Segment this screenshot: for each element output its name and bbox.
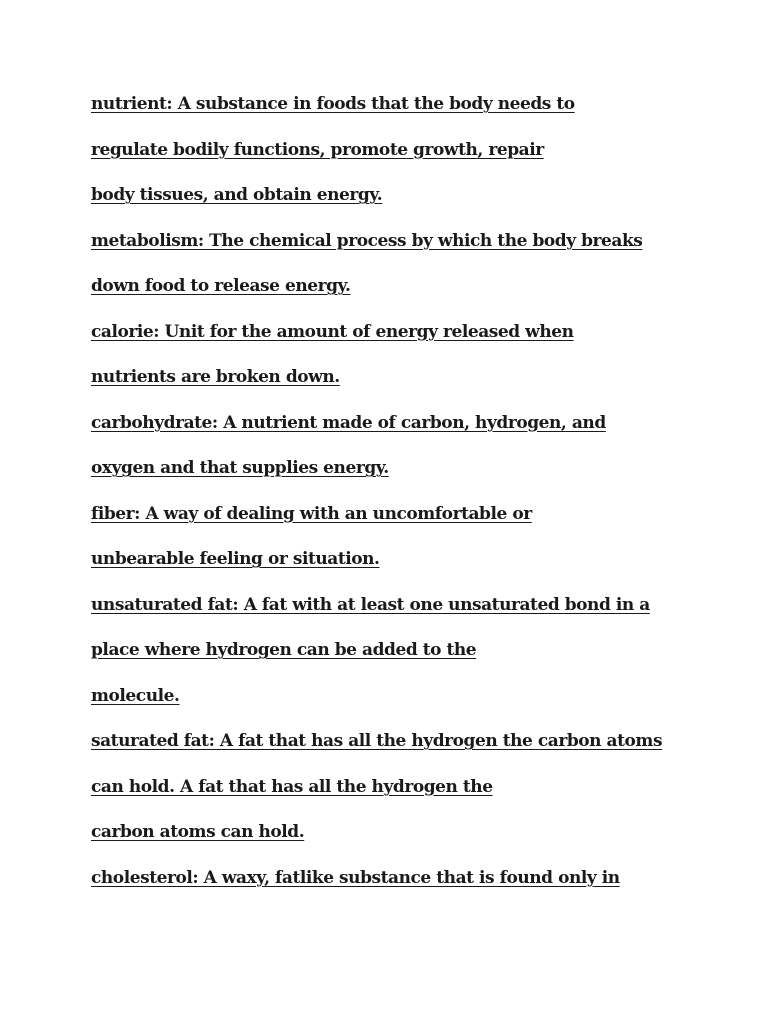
text-line: nutrients are broken down. bbox=[91, 367, 340, 387]
text-line: carbohydrate: A nutrient made of carbon, hydrogen, and bbox=[91, 412, 606, 433]
text-line: nutrient: A substance in foods that the body needs to bbox=[91, 94, 575, 114]
text-line: cholesterol: A waxy, fatlike substance that is found only in bbox=[91, 867, 620, 888]
glossary-text bbox=[91, 90, 691, 909]
text-line: fiber: A way of dealing with an uncomfortable or bbox=[91, 503, 532, 524]
text-line: regulate bodily functions, promote growth, repair bbox=[91, 139, 544, 160]
text-line: unsaturated fat: A fat with at least one unsaturated bond in a bbox=[91, 594, 650, 615]
text-line: molecule. bbox=[91, 685, 180, 706]
text-line: place where hydrogen can be added to the bbox=[91, 640, 477, 660]
text-line: down food to release energy. bbox=[91, 276, 351, 296]
text-line: oxygen and that supplies energy. bbox=[91, 458, 389, 478]
text-line: unbearable feeling or situation. bbox=[91, 549, 380, 569]
text-line: saturated fat: A fat that has all the hydrogen the carbon atoms bbox=[91, 731, 663, 751]
text-line: calorie: Unit for the amount of energy released when bbox=[91, 321, 574, 342]
text-line: can hold. A fat that has all the hydrogen the bbox=[91, 776, 493, 797]
text-line: carbon atoms can hold. bbox=[91, 822, 305, 842]
text-line: body tissues, and obtain energy. bbox=[91, 185, 383, 205]
text-line: metabolism: The chemical process by which the body breaks bbox=[91, 230, 643, 251]
